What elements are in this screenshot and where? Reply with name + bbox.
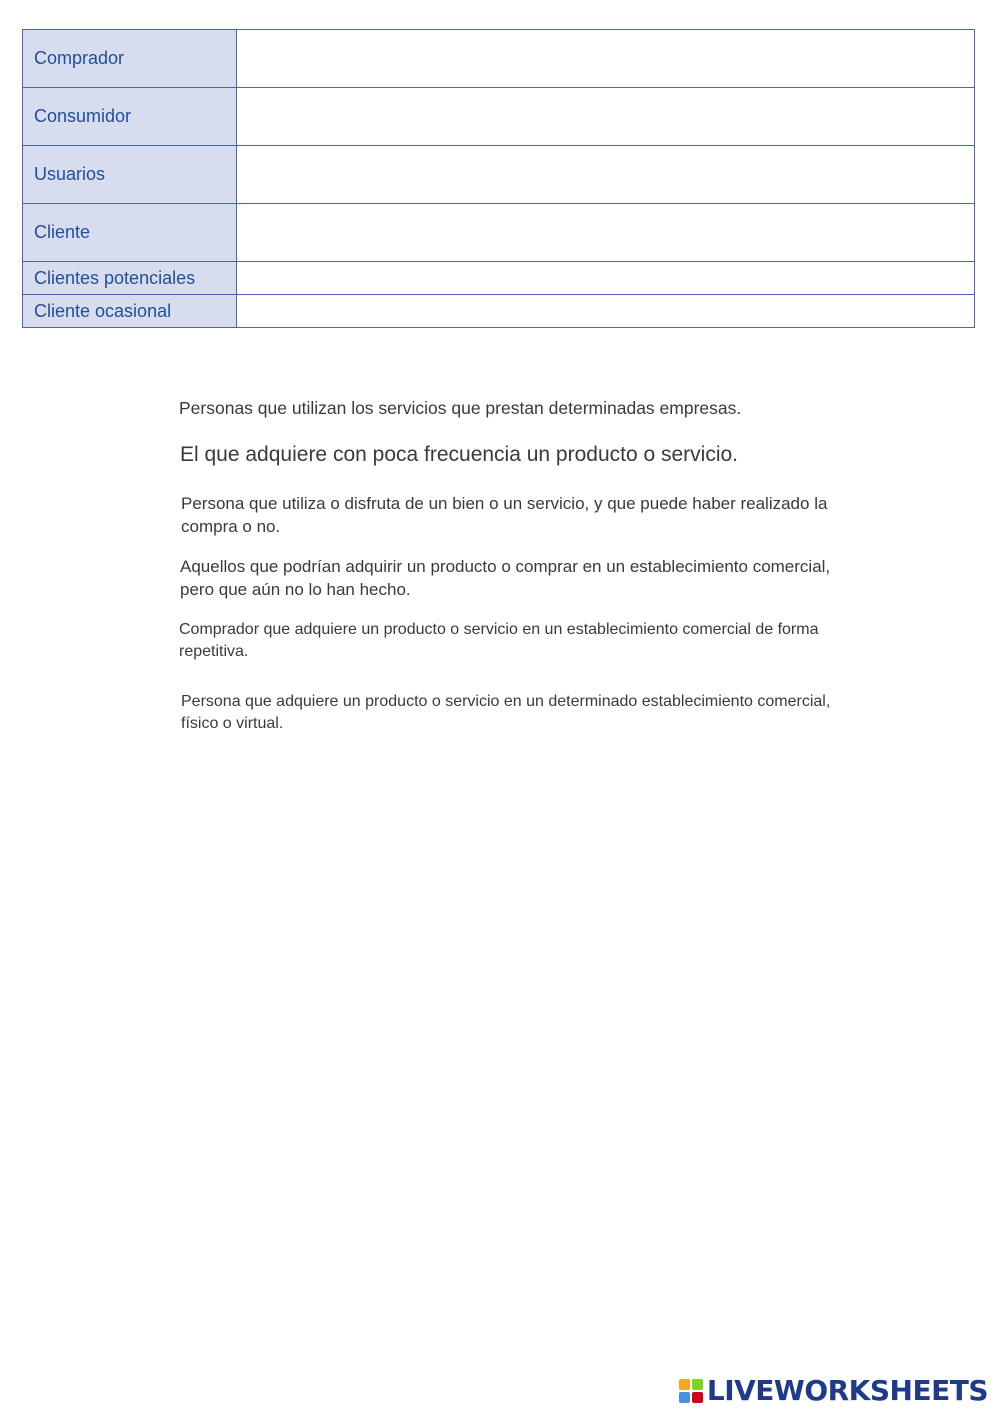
terms-table <box>22 29 975 328</box>
definition-card[interactable]: Aquellos que podrían adquirir un producto o comprar en un establecimiento comercial, pero que aún no lo han hecho. <box>180 557 831 599</box>
definition-card[interactable]: Comprador que adquiere un producto o servicio en un establecimiento comercial de forma repetitiva. <box>179 621 819 660</box>
answer-drop-zone[interactable] <box>237 88 975 146</box>
term-label: Cliente <box>23 204 237 262</box>
term-label: Cliente ocasional <box>23 295 237 328</box>
table-row <box>23 262 975 295</box>
answer-drop-zone[interactable] <box>237 30 975 88</box>
table-row <box>23 295 975 328</box>
logo-square <box>679 1379 690 1390</box>
answer-drop-zone[interactable] <box>237 295 975 328</box>
table-row <box>23 88 975 146</box>
answer-drop-zone[interactable] <box>237 204 975 262</box>
term-label: Consumidor <box>23 88 237 146</box>
definition-card[interactable]: Persona que adquiere un producto o servicio en un determinado establecimiento comercial, físico o virtual. <box>181 693 831 732</box>
logo-square <box>692 1379 703 1390</box>
logo-square <box>692 1392 703 1403</box>
logo-text: LIVEWORKSHEETS <box>706 1374 988 1407</box>
table-row <box>23 146 975 204</box>
term-label: Usuarios <box>23 146 237 204</box>
table-row <box>23 204 975 262</box>
answer-drop-zone[interactable] <box>237 146 975 204</box>
definition-card[interactable]: Persona que utiliza o disfruta de un bien o un servicio, y que puede haber realizado la compra o no. <box>181 494 828 536</box>
definition-card[interactable]: Personas que utilizan los servicios que prestan determinadas empresas. <box>179 398 742 418</box>
table-row <box>23 30 975 88</box>
liveworksheets-logo <box>679 1374 988 1407</box>
term-label: Comprador <box>23 30 237 88</box>
logo-square <box>679 1392 690 1403</box>
term-label: Clientes potenciales <box>23 262 237 295</box>
answer-drop-zone[interactable] <box>237 262 975 295</box>
definition-card[interactable]: El que adquiere con poca frecuencia un producto o servicio. <box>180 443 739 466</box>
logo-mark-icon <box>679 1379 703 1403</box>
